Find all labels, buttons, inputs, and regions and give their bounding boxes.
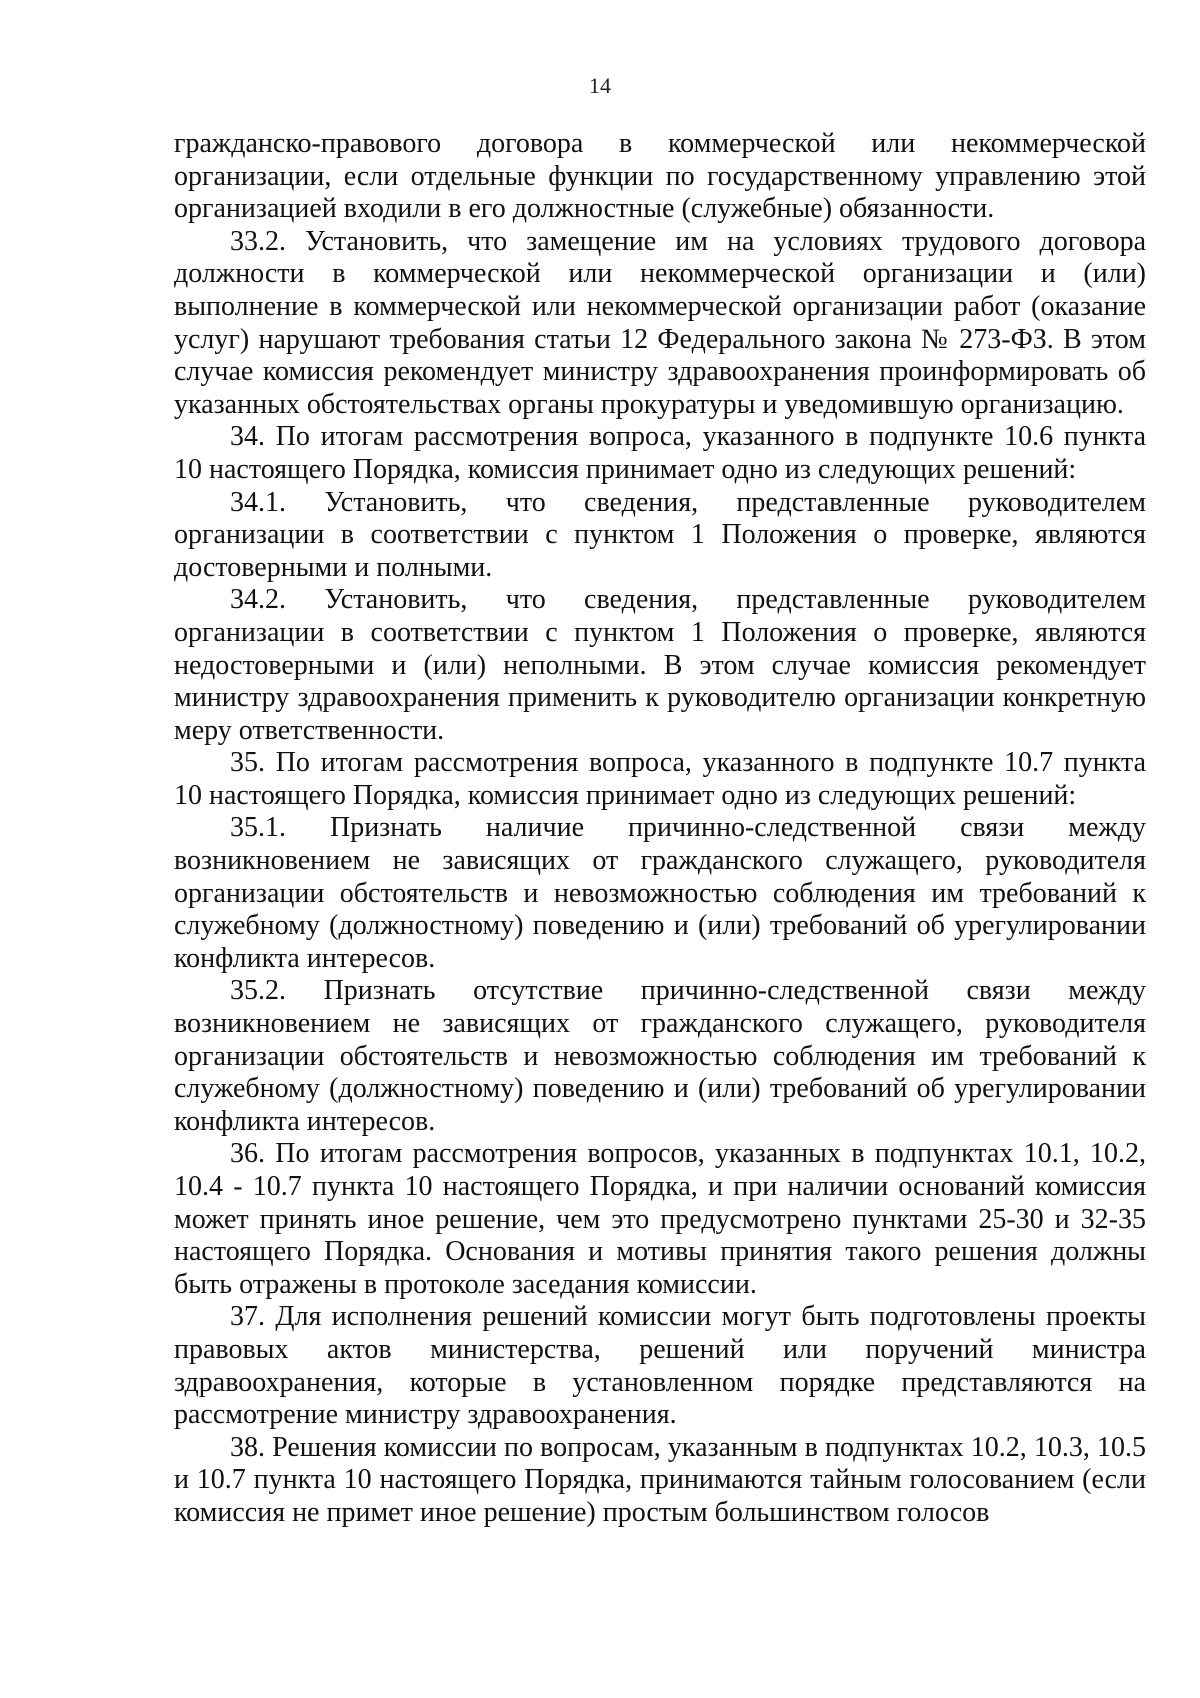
paragraph-continuation: гражданско-правового договора в коммерческой или некоммерческой организации, если отдельные функции по государственному управлению этой организацией входили в его должностные (служебные) обязанности. [174,128,1146,225]
page-number: 14 [589,73,611,98]
paragraph-38: 38. Решения комиссии по вопросам, указанным в подпунктах 10.2, 10.3, 10.5 и 10.7 пункта 10 настоящего Порядка, принимаются тайным голосованием (если комиссия не примет иное решение) простым большинством голосов [174,1431,1146,1528]
paragraph-35-1: 35.1. Признать наличие причинно-следственной связи между возникновением не зависящих от гражданского служащего, руководителя организации обстоятельств и невозможностью соблюдения им требований к служебному (должностному) поведению и (или) требований об урегулировании конфликта интересов. [174,812,1146,974]
document-body [174,128,1146,1530]
paragraph-34-2: 34.2. Установить, что сведения, представленные руководителем организации в соответствии с пунктом 1 Положения о проверке, являются недостоверными и (или) неполными. В этом случае комиссия рекомендует министру здравоохранения применить к руководителю организации конкретную меру ответственности. [174,584,1146,746]
paragraph-34-1: 34.1. Установить, что сведения, представленные руководителем организации в соответствии с пунктом 1 Положения о проверке, являются достоверными и полными. [174,486,1146,583]
paragraph-35-2: 35.2. Признать отсутствие причинно-следственной связи между возникновением не зависящих от гражданского служащего, руководителя организации обстоятельств и невозможностью соблюдения им требований к служебному (должностному) поведению и (или) требований об урегулировании конфликта интересов. [174,975,1146,1137]
paragraph-34: 34. По итогам рассмотрения вопроса, указанного в подпункте 10.6 пункта 10 настоящего Порядка, комиссия принимает одно из следующих решений: [174,421,1146,485]
paragraph-37: 37. Для исполнения решений комиссии могут быть подготовлены проекты правовых актов министерства, решений или поручений министра здравоохранения, которые в установленном порядке представляются на рассмотрение министру здравоохранения. [174,1301,1146,1431]
paragraph-33-2: 33.2. Установить, что замещение им на условиях трудового договора должности в коммерческой или некоммерческой организации и (или) выполнение в коммерческой или некоммерческой организации работ (оказание услуг) нарушают требования статьи 12 Федерального закона № 273-ФЗ. В этом случае комиссия рекомендует министру здравоохранения проинформировать об указанных обстоятельствах органы прокуратуры и уведомившую организацию. [174,225,1146,420]
paragraph-36: 36. По итогам рассмотрения вопросов, указанных в подпунктах 10.1, 10.2, 10.4 - 10.7 пункта 10 настоящего Порядка, и при наличии оснований комиссия может принять иное решение, чем это предусмотрено пунктами 25-30 и 32-35 настоящего Порядка. Основания и мотивы принятия такого решения должны быть отражены в протоколе заседания комиссии. [174,1138,1146,1300]
paragraph-35: 35. По итогам рассмотрения вопроса, указанного в подпункте 10.7 пункта 10 настоящего Порядка, комиссия принимает одно из следующих решений: [174,747,1146,811]
